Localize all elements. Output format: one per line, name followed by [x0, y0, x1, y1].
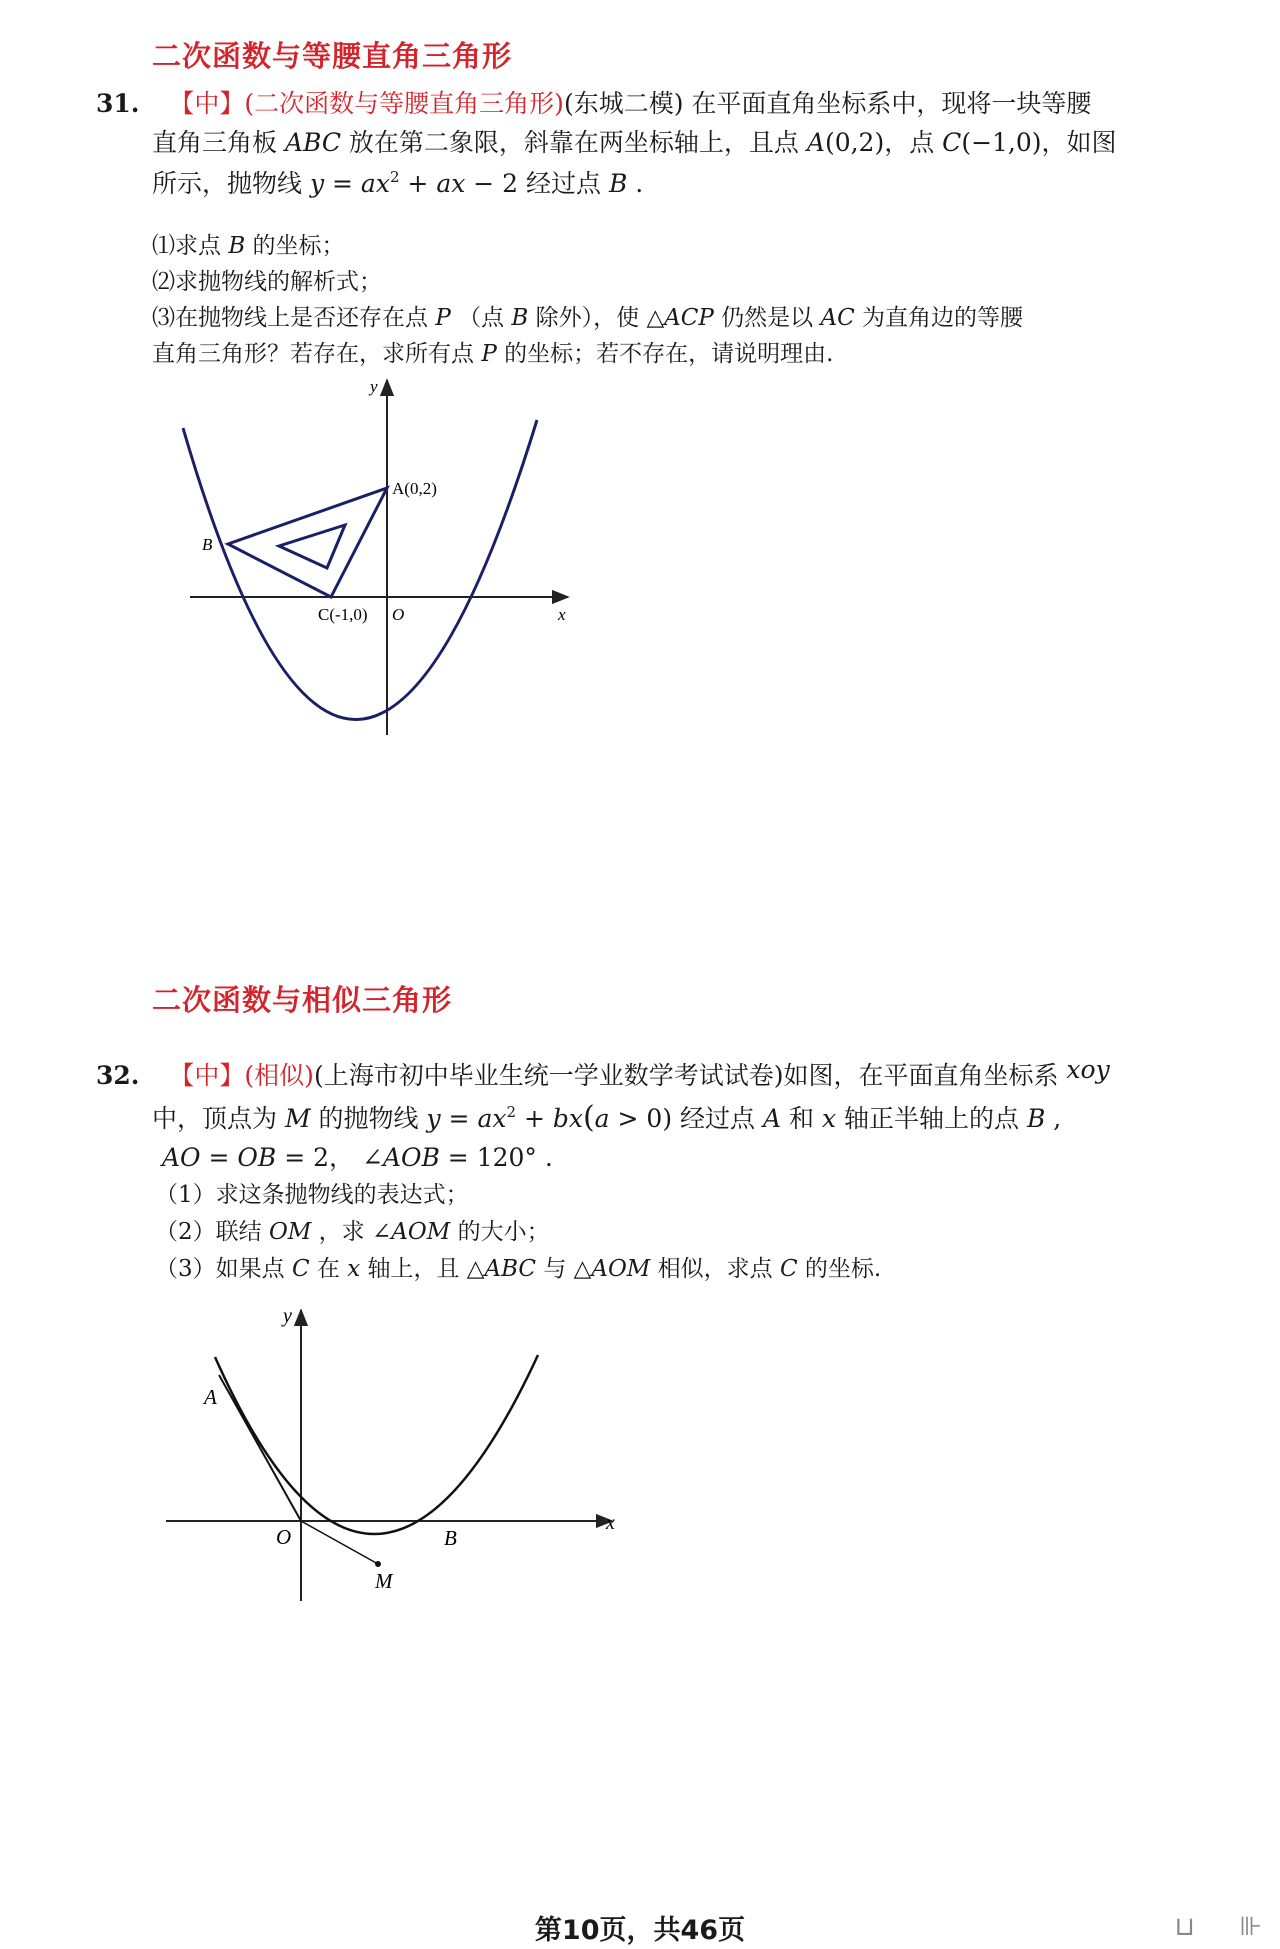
text: 的坐标. — [797, 1256, 882, 1282]
math-var: A — [806, 128, 825, 157]
math-var: A — [762, 1104, 782, 1133]
question-32-line-3 — [162, 1140, 553, 1176]
text: 轴上，且 △ — [360, 1256, 485, 1282]
text: 和 — [781, 1104, 822, 1133]
label-o: O — [276, 1525, 292, 1549]
text: 仍然是以 — [713, 305, 821, 331]
text: = 120° . — [439, 1143, 553, 1172]
question-32-part-2 — [155, 1214, 550, 1250]
text: + — [516, 1104, 553, 1133]
text: （点 — [450, 305, 512, 331]
text: 相似，求点 — [650, 1256, 780, 1282]
label-x: x — [558, 605, 566, 624]
math-var: C — [291, 1256, 310, 1282]
text: ，求 ∠ — [311, 1219, 392, 1245]
label-y: y — [370, 377, 378, 396]
label-a: A — [204, 1385, 217, 1409]
view-toggle-icons[interactable] — [1175, 1912, 1262, 1942]
vertex-m-dot — [375, 1561, 381, 1567]
text: 的坐标；若不存在，请说明理由. — [496, 341, 834, 367]
text: 除外），使 △ — [528, 305, 665, 331]
math-var: C — [942, 128, 962, 157]
math-var: ax — [436, 169, 466, 198]
math-var: ax — [477, 1104, 507, 1133]
math-var: ax — [360, 169, 390, 198]
text: = 2， ∠ — [276, 1143, 383, 1172]
question-32-line-1 — [96, 1055, 1110, 1094]
math-var: y — [426, 1104, 441, 1133]
text: = — [200, 1143, 238, 1172]
question-32-line-2 — [152, 1100, 1061, 1137]
question-number: 32. — [96, 1061, 140, 1090]
text: 放在第二象限，斜靠在两坐标轴上，且点 — [340, 128, 807, 157]
text: 直角三角形？若存在，求所有点 — [152, 341, 482, 367]
math-var: B — [511, 305, 529, 331]
question-32-part-1: （1）求这条抛物线的表达式； — [155, 1182, 469, 1208]
page-number: 第10页，共46页 — [534, 1915, 746, 1946]
text: 的抛物线 — [310, 1104, 427, 1133]
difficulty-tag: 【中】 — [169, 89, 245, 118]
parabola-curve — [183, 420, 537, 720]
math-var: P — [481, 341, 497, 367]
math-var: xoy — [1066, 1055, 1110, 1084]
math-var: M — [284, 1104, 311, 1133]
text: 直角三角板 — [152, 128, 285, 157]
question-number: 31. — [96, 89, 140, 118]
triangle-inner-hole — [279, 525, 345, 568]
question-text: 如图，在平面直角坐标系 — [783, 1061, 1059, 1090]
text: 轴正半轴上的点 — [836, 1104, 1027, 1133]
label-b: B — [202, 535, 213, 554]
question-31-part-2: ⑵求抛物线的解析式； — [152, 269, 382, 295]
source-tag: (东城二模) — [563, 89, 684, 118]
text: = — [440, 1104, 478, 1133]
text: ⑶在抛物线上是否还存在点 — [152, 305, 436, 331]
text: 在 — [309, 1256, 348, 1282]
difficulty-tag: 【中】 — [169, 1061, 245, 1090]
math-var: x — [821, 1104, 837, 1133]
text: （2）联结 — [155, 1219, 269, 1245]
topic-tag: (二次函数与等腰直角三角形) — [244, 89, 564, 118]
label-c: C(-1,0) — [318, 605, 368, 624]
math-var: B — [608, 169, 628, 198]
single-page-icon[interactable]: ⊔ — [1174, 1912, 1195, 1942]
exponent: 2 — [389, 168, 400, 186]
math-var: bx — [552, 1104, 583, 1133]
label-m: M — [375, 1569, 393, 1593]
label-b: B — [444, 1526, 457, 1550]
text: 所示，抛物线 — [152, 169, 310, 198]
label-o: O — [392, 605, 405, 624]
section-title-2: 二次函数与相似三角形 — [152, 983, 453, 1017]
text: 的大小； — [450, 1219, 550, 1245]
topic-tag: (相似) — [244, 1061, 314, 1090]
text: ⑴求点 — [152, 233, 229, 259]
text: = — [324, 169, 361, 198]
math-var: OM — [268, 1219, 312, 1245]
label-a: A(0,2) — [392, 479, 437, 498]
text: + — [399, 169, 437, 198]
label-y: y — [283, 1305, 292, 1327]
math-var: AC — [820, 305, 855, 331]
math-var: B — [228, 233, 246, 259]
math-var: y — [309, 169, 325, 198]
math-var: ACP — [664, 305, 714, 331]
text: > 0) 经过点 — [609, 1104, 763, 1133]
text: , — [1045, 1104, 1062, 1133]
math-var: OB — [237, 1143, 277, 1172]
figure-q32 — [166, 1305, 615, 1601]
math-var: AOB — [382, 1143, 440, 1172]
parabola-curve — [215, 1355, 538, 1534]
math-var: ABC — [484, 1256, 537, 1282]
text: 为直角边的等腰 — [854, 305, 1023, 331]
section-title-1: 二次函数与等腰直角三角形 — [152, 39, 513, 73]
segment-om — [301, 1521, 378, 1564]
text: 与 △ — [536, 1256, 592, 1282]
math-var: C — [780, 1256, 798, 1282]
math-var: x — [347, 1256, 361, 1282]
math-var: AOM — [591, 1256, 651, 1282]
math-var: ABC — [284, 128, 341, 157]
math-var: P — [435, 305, 451, 331]
text: . — [627, 169, 644, 198]
segment-ao — [219, 1375, 301, 1521]
math-var: AOM — [391, 1219, 451, 1245]
text: (−1,0)，如图 — [961, 128, 1117, 157]
math-var: AO — [162, 1143, 201, 1172]
label-x: x — [606, 1512, 615, 1534]
source-tag: (上海市初中毕业生统一学业数学考试试卷) — [313, 1061, 784, 1090]
triangle-abc — [228, 488, 387, 597]
text: − 2 经过点 — [465, 169, 609, 198]
text: ( — [582, 1100, 595, 1135]
math-var: a — [594, 1104, 610, 1133]
page-split-icon[interactable]: ⊪ — [1239, 1912, 1262, 1942]
question-text: 在平面直角坐标系中，现将一块等腰 — [691, 89, 1092, 118]
text: (0,2)，点 — [824, 128, 943, 157]
text: 中，顶点为 — [152, 1104, 285, 1133]
question-32-part-3 — [155, 1251, 881, 1287]
text: （3）如果点 — [155, 1256, 292, 1282]
text: 的坐标； — [245, 233, 345, 259]
exponent: 2 — [506, 1103, 516, 1121]
math-var: B — [1026, 1104, 1046, 1133]
